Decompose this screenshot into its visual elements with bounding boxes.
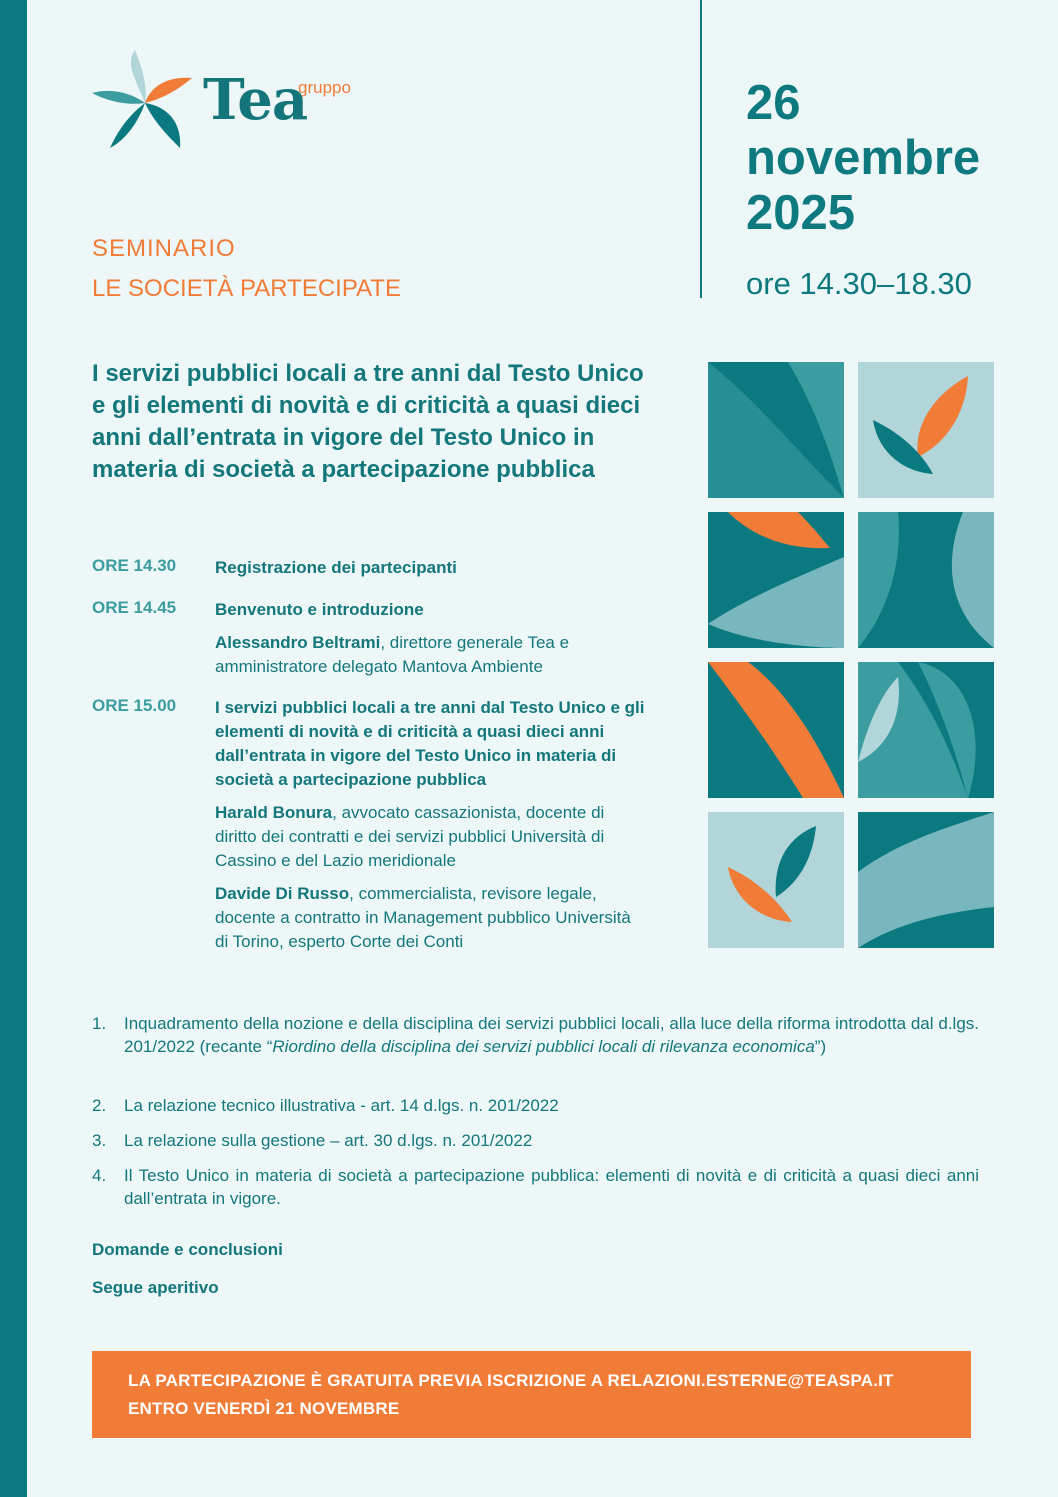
- pinwheel-logo-icon: [90, 48, 200, 158]
- registration-text: LA PARTECIPAZIONE È GRATUITA PREVIA ISCRIZIONE A RELAZIONI.ESTERNE@TEASPA.IT: [128, 1371, 894, 1390]
- closing-questions: Domande e conclusioni: [92, 1240, 283, 1259]
- agenda-time: ORE 14.30: [92, 556, 177, 575]
- event-subtitle: LE SOCIETÀ PARTECIPATE: [92, 275, 401, 302]
- topic-text: La relazione tecnico illustrativa - art. 14 d.lgs. n. 201/2022: [124, 1096, 559, 1115]
- decor-tile-icon: [858, 812, 994, 948]
- topic-text: Inquadramento della nozione e della disciplina dei servizi pubblici locali, alla luce della riforma introdotta dal d.lgs. 201/2022 (recante “Riordino della disciplina dei servizi pubblici locali di rilevanza economica”): [124, 1014, 979, 1056]
- logo-wordmark: Tea: [203, 67, 308, 133]
- closing-aperitif: Segue aperitivo: [92, 1278, 219, 1297]
- decor-tile-icon: [858, 662, 994, 798]
- event-hours: ore 14.30–18.30: [746, 266, 972, 301]
- agenda-time: ORE 14.45: [92, 598, 177, 617]
- left-accent-bar: [0, 0, 27, 1497]
- date-day: 26: [746, 76, 801, 130]
- registration-deadline: ENTRO VENERDÌ 21 NOVEMBRE: [128, 1399, 400, 1418]
- agenda-speaker: Harald Bonura, avvocato cassazionista, docente di diritto dei contratti e dei servizi pubblici Università di Cassino e del Lazio meridionale: [215, 803, 605, 870]
- topic-text: La relazione sulla gestione – art. 30 d.lgs. n. 201/2022: [124, 1131, 533, 1150]
- topic-text: Il Testo Unico in materia di società a partecipazione pubblica: elementi di novità e di criticità a quasi dieci anni dall’entrata in vigore.: [124, 1166, 979, 1208]
- event-date: [746, 76, 980, 241]
- agenda-item-title: I servizi pubblici locali a tre anni dal Testo Unico e gli elementi di novità e di criticità a quasi dieci anni dall’entrata in vigore del Testo Unico in materia di società a partecipazione pubblica: [215, 698, 645, 789]
- decor-tile-icon: [708, 362, 844, 498]
- header-divider: [700, 0, 702, 298]
- decor-tile-icon: [708, 512, 844, 648]
- decor-tile-icon: [858, 362, 994, 498]
- agenda-item-title: Registrazione dei partecipanti: [215, 558, 457, 577]
- logo-gruppo-text: gruppo: [298, 78, 351, 97]
- agenda-speaker: Davide Di Russo, commercialista, revisore legale, docente a contratto in Management pubblico Università di Torino, esperto Corte dei Conti: [215, 884, 631, 951]
- decor-tile-icon: [708, 662, 844, 798]
- event-type: SEMINARIO: [92, 235, 236, 262]
- agenda-speaker: Alessandro Beltrami, direttore generale Tea e amministratore delegato Mantova Ambiente: [215, 633, 570, 676]
- date-year: 2025: [746, 186, 856, 240]
- decor-tile-icon: [708, 812, 844, 948]
- agenda-time: ORE 15.00: [92, 696, 177, 715]
- date-month: novembre: [746, 131, 981, 185]
- decor-tile-icon: [858, 512, 994, 648]
- registration-banner: [92, 1351, 971, 1438]
- agenda-item-title: Benvenuto e introduzione: [215, 600, 424, 619]
- event-title: I servizi pubblici locali a tre anni dal Testo Unico e gli elementi di novità e di criticità a quasi dieci anni dall’entrata in vigore del Testo Unico in materia di società a partecipazione pubblica: [92, 360, 644, 483]
